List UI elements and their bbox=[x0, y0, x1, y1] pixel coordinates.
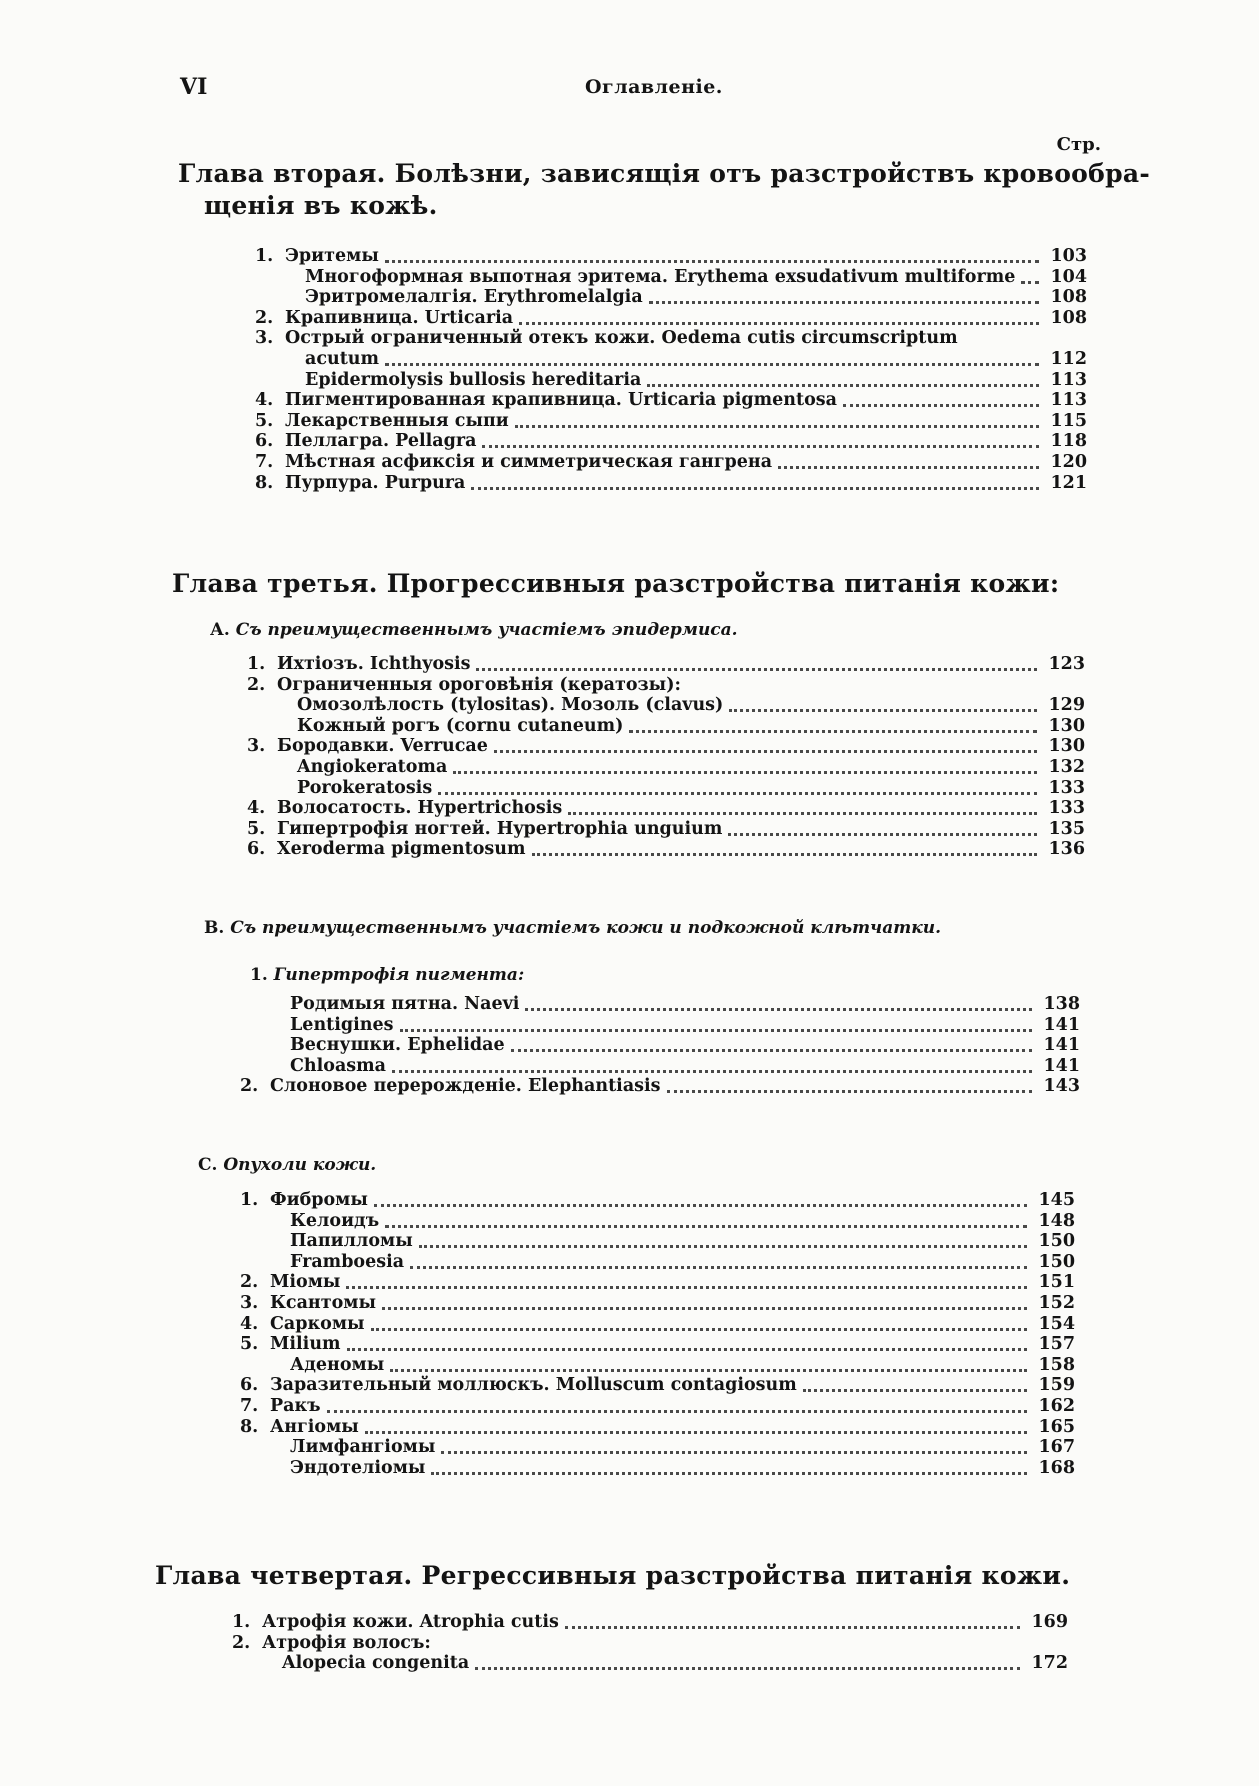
toc-entry-page: 112 bbox=[1050, 349, 1087, 369]
toc-entry-title: Epidermolysis bullosis hereditaria bbox=[305, 369, 642, 390]
toc-leader-dots bbox=[471, 485, 1039, 490]
toc-entry[interactable] bbox=[240, 1250, 1075, 1273]
toc-entry-title: Аденомы bbox=[290, 1354, 385, 1375]
toc-entry[interactable] bbox=[255, 471, 1087, 494]
toc-leader-dots bbox=[687, 690, 1037, 692]
section-a-letter: А. bbox=[210, 620, 230, 640]
toc-entry[interactable] bbox=[247, 714, 1085, 737]
toc-entry-title: Porokeratosis bbox=[297, 777, 433, 798]
toc-entry-page: 150 bbox=[1038, 1231, 1075, 1252]
toc-entry-title: Острый ограниченный отекъ кожи. Oedema cutis circumscriptum bbox=[285, 328, 958, 349]
toc-entry-title: Мѣстная асфиксiя и симметрическая гангрена bbox=[285, 452, 773, 472]
toc-entry[interactable] bbox=[255, 285, 1087, 308]
toc-entry-number: 8. bbox=[240, 1416, 259, 1437]
toc-entry-title: Гипертрофiя ногтей. Hypertrophia unguium bbox=[277, 818, 723, 839]
toc-entry-number: 6. bbox=[240, 1375, 259, 1396]
toc-entry[interactable] bbox=[232, 1651, 1068, 1674]
toc-leader-dots bbox=[532, 851, 1038, 856]
toc-entry-title: Лимфангiомы bbox=[290, 1437, 436, 1458]
toc-entry-page: 148 bbox=[1038, 1210, 1075, 1231]
toc-entry-title: Омозолѣлость (tylositas). Мозоль (clavus) bbox=[297, 695, 724, 716]
toc-entry-title: Лекарственныя сыпи bbox=[285, 410, 509, 431]
toc-entry-title: Angiokeratoma bbox=[297, 757, 448, 777]
toc-leader-dots bbox=[438, 790, 1037, 795]
toc-leader-dots bbox=[382, 1305, 1027, 1310]
toc-entry[interactable] bbox=[247, 755, 1085, 778]
toc-entry-number: 5. bbox=[255, 410, 274, 431]
toc-leader-dots bbox=[410, 1264, 1027, 1269]
toc-leader-dots bbox=[371, 1326, 1027, 1331]
section-c-heading bbox=[198, 1155, 376, 1175]
toc-leader-dots bbox=[629, 728, 1037, 733]
toc-entry[interactable] bbox=[247, 817, 1085, 840]
toc-leader-dots bbox=[565, 1624, 1020, 1629]
toc-entry-title: Milium bbox=[270, 1334, 341, 1355]
toc-entry-page: 133 bbox=[1048, 798, 1085, 819]
toc-entry[interactable] bbox=[240, 1054, 1080, 1077]
toc-entry-number: 2. bbox=[232, 1632, 251, 1653]
toc-entry-page: 165 bbox=[1038, 1416, 1075, 1437]
toc-entry-title: acutum bbox=[305, 349, 380, 369]
toc-entry-page: 133 bbox=[1048, 777, 1085, 798]
toc-leader-dots bbox=[964, 343, 1039, 345]
toc-entry-page: 154 bbox=[1038, 1313, 1075, 1334]
toc-leader-dots bbox=[803, 1387, 1027, 1392]
toc-entry-title: Фибромы bbox=[270, 1190, 368, 1210]
toc-entry[interactable] bbox=[247, 734, 1085, 757]
toc-entry-page: 130 bbox=[1048, 736, 1085, 757]
toc-entry-title: Родимыя пятна. Naevi bbox=[290, 994, 520, 1014]
toc-entry-page: 123 bbox=[1048, 654, 1085, 674]
toc-leader-dots bbox=[515, 423, 1039, 428]
toc-entry[interactable] bbox=[240, 992, 1080, 1015]
toc-entry-page: 151 bbox=[1038, 1272, 1075, 1293]
toc-leader-dots bbox=[385, 258, 1039, 263]
toc-leader-dots bbox=[728, 831, 1037, 836]
toc-entry-title: Бородавки. Verrucae bbox=[277, 736, 488, 757]
toc-entry[interactable] bbox=[240, 1270, 1075, 1293]
toc-leader-dots bbox=[431, 1470, 1027, 1475]
toc-entry[interactable] bbox=[232, 1631, 1068, 1654]
toc-entry-number: 1. bbox=[247, 654, 266, 674]
toc-entry-page: 152 bbox=[1038, 1293, 1075, 1313]
toc-entry-number: 3. bbox=[247, 736, 266, 757]
toc-entry-page: 162 bbox=[1038, 1396, 1075, 1416]
toc-entry[interactable] bbox=[240, 1373, 1075, 1396]
toc-leader-dots bbox=[482, 443, 1039, 448]
toc-entry-page: 108 bbox=[1050, 307, 1087, 328]
toc-leader-dots bbox=[525, 1006, 1032, 1011]
toc-leader-dots bbox=[729, 707, 1037, 712]
toc-entry[interactable] bbox=[240, 1074, 1080, 1097]
toc-leader-dots bbox=[519, 320, 1039, 325]
toc-leader-dots bbox=[392, 1068, 1032, 1073]
toc-entry-number: 4. bbox=[255, 390, 274, 411]
toc-entry-title: Крапивница. Urticaria bbox=[285, 307, 514, 328]
toc-entry-page: 118 bbox=[1050, 431, 1087, 452]
section-a-heading bbox=[210, 620, 738, 640]
toc-entry[interactable] bbox=[240, 1353, 1075, 1376]
toc-entry[interactable] bbox=[240, 1229, 1075, 1252]
toc-entry-number: 2. bbox=[247, 674, 266, 695]
toc-leader-dots bbox=[437, 1648, 1020, 1650]
toc-entry[interactable] bbox=[247, 693, 1085, 716]
toc-entry-page: 141 bbox=[1043, 1055, 1080, 1076]
toc-entry-number: 2. bbox=[240, 1076, 259, 1097]
toc-entry-page: 141 bbox=[1043, 1035, 1080, 1056]
toc-entry[interactable] bbox=[240, 1312, 1075, 1335]
toc-entry-page: 130 bbox=[1048, 715, 1085, 736]
toc-entry-title: Эритромелалгiя. Erythromelalgia bbox=[305, 287, 643, 308]
toc-entry-title: Lentigines bbox=[290, 1014, 394, 1035]
toc-entry-title: Пигментированная крапивница. Urticaria pigmentosa bbox=[285, 390, 837, 411]
toc-leader-dots bbox=[374, 1202, 1027, 1207]
toc-entry[interactable] bbox=[240, 1291, 1075, 1314]
toc-entry-page: 113 bbox=[1050, 369, 1087, 390]
toc-entry-number: 1. bbox=[255, 246, 274, 266]
toc-entry-page: 143 bbox=[1043, 1076, 1080, 1097]
toc-entry[interactable] bbox=[255, 347, 1087, 370]
toc-entry-number: 6. bbox=[255, 431, 274, 452]
toc-entry[interactable] bbox=[240, 1013, 1080, 1036]
toc-entry-title: Эндотелiомы bbox=[290, 1457, 426, 1478]
toc-entry-title: Ракъ bbox=[270, 1396, 321, 1416]
toc-entry-number: 1. bbox=[232, 1612, 251, 1632]
toc-entry-title: Пеллагра. Pellagra bbox=[285, 431, 477, 452]
toc-leader-dots bbox=[390, 1367, 1027, 1372]
toc-entry-page: 113 bbox=[1050, 390, 1087, 411]
toc-entry-title: Атрофiя кожи. Atrophia cutis bbox=[262, 1612, 559, 1632]
toc-entry[interactable] bbox=[240, 1033, 1080, 1056]
chapter-3-title: Глава третья. Прогрессивныя разстройства питанiя кожи: bbox=[172, 569, 1060, 598]
toc-entry-page: 168 bbox=[1038, 1457, 1075, 1478]
toc-entry[interactable] bbox=[240, 1415, 1075, 1438]
toc-entry-title: Многоформная выпотная эритема. Erythema exsudativum multiforme bbox=[305, 266, 1016, 287]
toc-leader-dots bbox=[385, 1223, 1027, 1228]
toc-leader-dots bbox=[511, 1047, 1032, 1052]
toc-entry-page: 145 bbox=[1038, 1190, 1075, 1210]
toc-entry[interactable] bbox=[240, 1435, 1075, 1458]
toc-entry-title: Chloasma bbox=[290, 1055, 387, 1076]
toc-leader-dots bbox=[400, 1027, 1033, 1032]
toc-leader-dots bbox=[441, 1449, 1027, 1454]
toc-leader-dots bbox=[647, 382, 1039, 387]
toc-entry-page: 138 bbox=[1043, 994, 1080, 1014]
toc-entry-title: Слоновое перерожденiе. Elephantiasis bbox=[270, 1076, 661, 1097]
toc-entry-title: Кожный рогъ (cornu cutaneum) bbox=[297, 715, 624, 736]
toc-entry-title: Эритемы bbox=[285, 246, 379, 266]
toc-entry-number: 3. bbox=[240, 1293, 259, 1313]
toc-entry-title: Веснушки. Ephelidae bbox=[290, 1035, 505, 1056]
section-c-letter: С. bbox=[198, 1155, 218, 1175]
toc-leader-dots bbox=[667, 1088, 1032, 1093]
toc-entry-page: 135 bbox=[1048, 818, 1085, 839]
toc-entry[interactable] bbox=[255, 244, 1087, 267]
section-b-title: Съ преимущественнымъ участiемъ кожи и подкожной клѣтчатки. bbox=[230, 918, 941, 938]
toc-leader-dots bbox=[568, 810, 1037, 815]
toc-entry[interactable] bbox=[240, 1209, 1075, 1232]
toc-entry-title: Келоидъ bbox=[290, 1210, 380, 1231]
toc-entry-title: Ангiомы bbox=[270, 1416, 359, 1437]
toc-entry-page: 132 bbox=[1048, 757, 1085, 777]
toc-entry-page: 167 bbox=[1038, 1437, 1075, 1458]
toc-entry-page: 169 bbox=[1031, 1612, 1068, 1632]
page-column-label: Стр. bbox=[1056, 134, 1101, 155]
toc-entry[interactable] bbox=[255, 265, 1087, 288]
section-b-letter: В. bbox=[204, 918, 225, 938]
toc-entry-number: 3. bbox=[255, 328, 274, 349]
toc-entry-number: 7. bbox=[240, 1396, 259, 1416]
toc-entry-title: Ограниченныя ороговѣнiя (кератозы): bbox=[277, 674, 681, 695]
toc-leader-dots bbox=[475, 1665, 1020, 1670]
toc-entry-number: 7. bbox=[255, 452, 274, 472]
section-c-title: Опухоли кожи. bbox=[223, 1155, 377, 1175]
toc-entry[interactable] bbox=[232, 1610, 1068, 1633]
toc-entry-page: 120 bbox=[1050, 452, 1087, 472]
toc-entry-title: Alopecia congenita bbox=[282, 1653, 470, 1674]
toc-entry-number: 5. bbox=[247, 818, 266, 839]
toc-entry-page: 157 bbox=[1038, 1334, 1075, 1355]
toc-entry-page: 121 bbox=[1050, 472, 1087, 493]
toc-entry-title: Папилломы bbox=[290, 1231, 413, 1252]
toc-entry-title: Заразительный моллюскъ. Molluscum contagiosum bbox=[270, 1375, 797, 1396]
toc-entry-number: 2. bbox=[255, 307, 274, 328]
toc-leader-dots bbox=[1021, 279, 1039, 284]
section-b-subheading bbox=[250, 965, 524, 985]
toc-entry-page: 129 bbox=[1048, 695, 1085, 716]
chapter-2-title-line2: щенiя въ кожѣ. bbox=[204, 191, 438, 220]
toc-leader-dots bbox=[649, 299, 1039, 304]
toc-leader-dots bbox=[346, 1284, 1027, 1289]
toc-entry-title: Саркомы bbox=[270, 1313, 365, 1334]
chapter-2-title bbox=[178, 158, 1150, 222]
toc-leader-dots bbox=[419, 1243, 1027, 1248]
toc-leader-dots bbox=[453, 769, 1037, 774]
toc-entry-title: Пурпура. Purpura bbox=[285, 472, 466, 493]
page-number: VI bbox=[180, 74, 208, 100]
toc-entry-number: 2. bbox=[240, 1272, 259, 1293]
running-header: Оглавленiе. bbox=[585, 76, 723, 98]
toc-entry-page: 103 bbox=[1050, 246, 1087, 266]
toc-entry[interactable] bbox=[255, 368, 1087, 391]
toc-entry[interactable] bbox=[255, 388, 1087, 411]
chapter-2-title-line1: Глава вторая. Болѣзни, зависящiя отъ разстройствъ кровообра- bbox=[178, 159, 1151, 188]
toc-leader-dots bbox=[494, 748, 1037, 753]
toc-entry[interactable] bbox=[240, 1332, 1075, 1355]
toc-entry[interactable] bbox=[240, 1394, 1075, 1417]
toc-entry[interactable] bbox=[255, 306, 1087, 329]
toc-entry-title: Мiомы bbox=[270, 1272, 341, 1293]
toc-entry-title: Xeroderma pigmentosum bbox=[277, 839, 526, 860]
toc-entry-number: 4. bbox=[240, 1313, 259, 1334]
toc-entry[interactable] bbox=[240, 1188, 1075, 1211]
toc-entry-title: Ихтiозъ. Ichthyosis bbox=[277, 654, 471, 674]
toc-entry[interactable] bbox=[255, 450, 1087, 473]
toc-leader-dots bbox=[327, 1408, 1027, 1413]
toc-entry[interactable] bbox=[247, 796, 1085, 819]
toc-entry-title: Волосатость. Hypertrichosis bbox=[277, 798, 563, 819]
toc-entry-number: 5. bbox=[240, 1334, 259, 1355]
toc-entry-page: 108 bbox=[1050, 287, 1087, 308]
toc-entry-page: 141 bbox=[1043, 1014, 1080, 1035]
toc-entry[interactable] bbox=[247, 673, 1085, 696]
toc-entry-page: 172 bbox=[1031, 1653, 1068, 1674]
toc-entry-title: Framboesia bbox=[290, 1251, 405, 1272]
toc-entry[interactable] bbox=[247, 652, 1085, 675]
section-b-sub-num: 1. bbox=[250, 965, 268, 985]
toc-entry-number: 4. bbox=[247, 798, 266, 819]
toc-entry[interactable] bbox=[247, 776, 1085, 799]
toc-leader-dots bbox=[843, 402, 1039, 407]
toc-entry[interactable] bbox=[240, 1456, 1075, 1479]
section-b-heading bbox=[204, 918, 941, 938]
toc-entry-number: 1. bbox=[240, 1190, 259, 1210]
toc-entry-page: 158 bbox=[1038, 1354, 1075, 1375]
toc-entry[interactable] bbox=[255, 326, 1087, 349]
toc-entry-page: 159 bbox=[1038, 1375, 1075, 1396]
section-b-sub-title: Гипертрофiя пигмента: bbox=[273, 965, 525, 985]
toc-leader-dots bbox=[476, 666, 1037, 671]
chapter-4-title: Глава четвертая. Регрессивныя разстройства питанiя кожи. bbox=[155, 1561, 1071, 1590]
toc-entry-page: 136 bbox=[1048, 839, 1085, 860]
toc-entry[interactable] bbox=[255, 409, 1087, 432]
toc-leader-dots bbox=[365, 1429, 1027, 1434]
toc-entry-title: Атрофiя волосъ: bbox=[262, 1632, 431, 1653]
toc-leader-dots bbox=[385, 361, 1039, 366]
toc-entry[interactable] bbox=[255, 429, 1087, 452]
toc-leader-dots bbox=[347, 1346, 1027, 1351]
section-a-title: Съ преимущественнымъ участiемъ эпидермиса. bbox=[235, 620, 738, 640]
toc-entry-number: 8. bbox=[255, 472, 274, 493]
toc-entry[interactable] bbox=[247, 837, 1085, 860]
toc-entry-page: 104 bbox=[1050, 266, 1087, 287]
toc-entry-title: Ксантомы bbox=[270, 1293, 376, 1313]
toc-entry-page: 150 bbox=[1038, 1251, 1075, 1272]
toc-entry-page: 115 bbox=[1050, 410, 1087, 431]
toc-entry-number: 6. bbox=[247, 839, 266, 860]
toc-leader-dots bbox=[778, 464, 1039, 469]
